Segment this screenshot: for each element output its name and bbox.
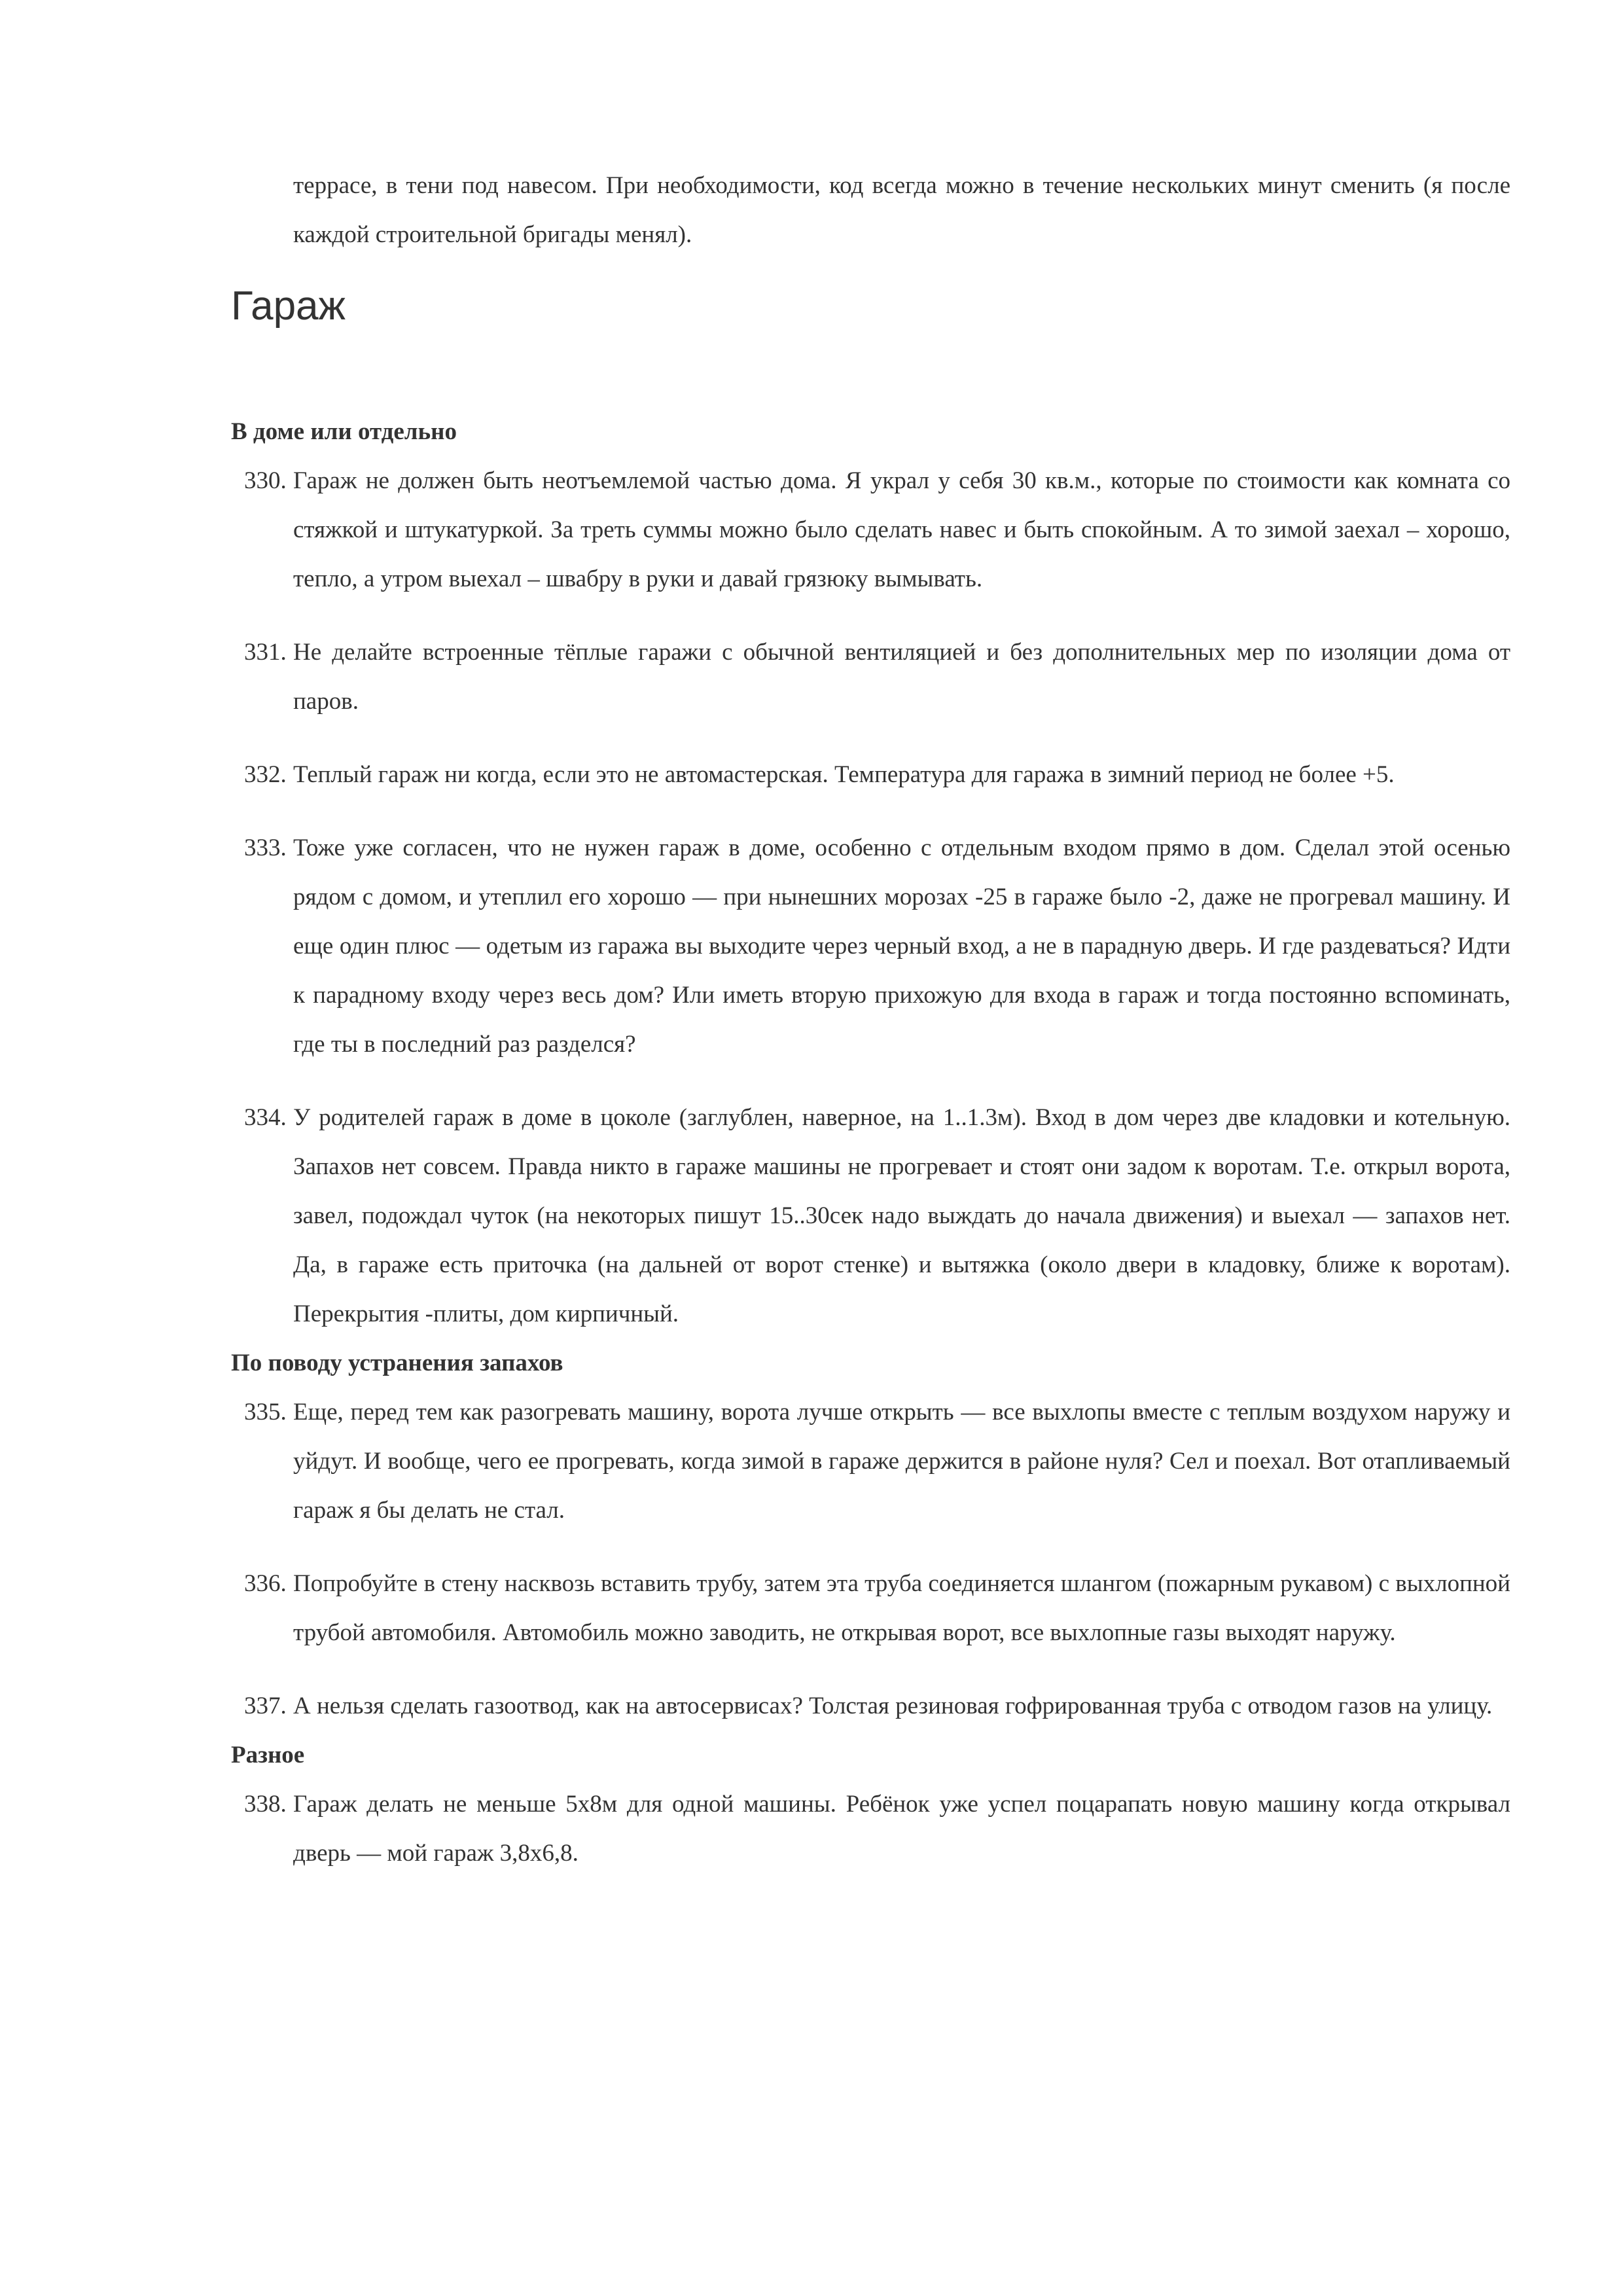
- item-text: Гараж делать не меньше 5х8м для одной машины. Ребёнок уже успел поцарапать новую машину когда открывал дверь — мой гараж 3,8х6,8.: [293, 1791, 1510, 1867]
- list-item: [231, 1388, 1510, 1535]
- item-number: 330.: [244, 467, 287, 494]
- continuation-paragraph: террасе, в тени под навесом. При необходимости, код всегда можно в течение нескольких минут сменить (я после каждой строительной бригады менял).: [293, 172, 1510, 248]
- item-number: 337.: [244, 1693, 287, 1719]
- item-text: Теплый гараж ни когда, если это не автомастерская. Температура для гаража в зимний период не более +5.: [293, 761, 1395, 788]
- item-text: У родителей гараж в доме в цоколе (заглублен, наверное, на 1..1.3м). Вход в дом через две кладовки и котельную. Запахов нет совсем. Правда никто в гараже машины не прогревает и стоят они задом к воротам. Т.е. открыл ворота, завел, подождал чуток (на некоторых пишут 15..30сек надо выждать до начала движения) и выехал — запахов нет. Да, в гараже есть приточка (на дальней от ворот стенке) и вытяжка (около двери в кладовку, ближе к воротам). Перекрытия -плиты, дом кирпичный.: [293, 1104, 1510, 1327]
- item-text: Попробуйте в стену насквозь вставить трубу, затем эта труба соединяется шлангом (пожарным рукавом) с выхлопной трубой автомобиля. Автомобиль можно заводить, не открывая ворот, все выхлопные газы выходят наружу.: [293, 1570, 1510, 1646]
- group-in-house-or-separate: [231, 407, 1510, 1338]
- list-item: [231, 1681, 1510, 1731]
- subheading: В доме или отдельно: [231, 418, 457, 445]
- list-item: [231, 1780, 1510, 1878]
- list-item: [231, 456, 1510, 603]
- list-item: [231, 1093, 1510, 1338]
- list-item: [231, 1559, 1510, 1657]
- subheading: По поводу устранения запахов: [231, 1350, 563, 1376]
- item-text: Тоже уже согласен, что не нужен гараж в доме, особенно с отдельным входом прямо в дом. Сделал этой осенью рядом с домом, и утеплил его хорошо — при нынешних морозах -25 в гараже было -2, даже не прогревал машину. И еще один плюс — одетым из гаража вы выходите через черный вход, а не в парадную дверь. И где раздеваться? Идти к парадному входу через весь дом? Или иметь вторую прихожую для входа в гараж и тогда постоянно вспоминать, где ты в последний раз разделся?: [293, 834, 1510, 1058]
- item-text: Еще, перед тем как разогревать машину, ворота лучше открыть — все выхлопы вместе с теплым воздухом наружу и уйдут. И вообще, чего ее прогревать, когда зимой в гараже держится в районе нуля? Сел и поехал. Вот отапливаемый гараж я бы делать не стал.: [293, 1399, 1510, 1524]
- group-odor-removal: [231, 1338, 1510, 1731]
- section-title: Гараж: [231, 283, 346, 329]
- list-item: [231, 750, 1510, 799]
- list-item: [231, 628, 1510, 726]
- item-number: 334.: [244, 1104, 287, 1131]
- list-item: [231, 823, 1510, 1069]
- item-number: 336.: [244, 1570, 287, 1597]
- item-text: А нельзя сделать газоотвод, как на автосервисах? Толстая резиновая гофрированная труба с отводом газов на улицу.: [293, 1693, 1493, 1719]
- item-text: Гараж не должен быть неотъемлемой частью дома. Я украл у себя 30 кв.м., которые по стоимости как комната со стяжкой и штукатуркой. За треть суммы можно было сделать навес и быть спокойным. А то зимой заехал – хорошо, тепло, а утром выехал – швабру в руки и давай грязюку вымывать.: [293, 467, 1510, 592]
- item-text: Не делайте встроенные тёплые гаражи с обычной вентиляцией и без дополнительных мер по изоляции дома от паров.: [293, 639, 1510, 715]
- item-number: 333.: [244, 834, 287, 861]
- item-number: 331.: [244, 639, 287, 666]
- subheading: Разное: [231, 1742, 305, 1768]
- item-number: 332.: [244, 761, 287, 788]
- content: [231, 407, 1510, 1878]
- item-number: 338.: [244, 1791, 287, 1818]
- group-miscellaneous: [231, 1731, 1510, 1878]
- item-number: 335.: [244, 1399, 287, 1426]
